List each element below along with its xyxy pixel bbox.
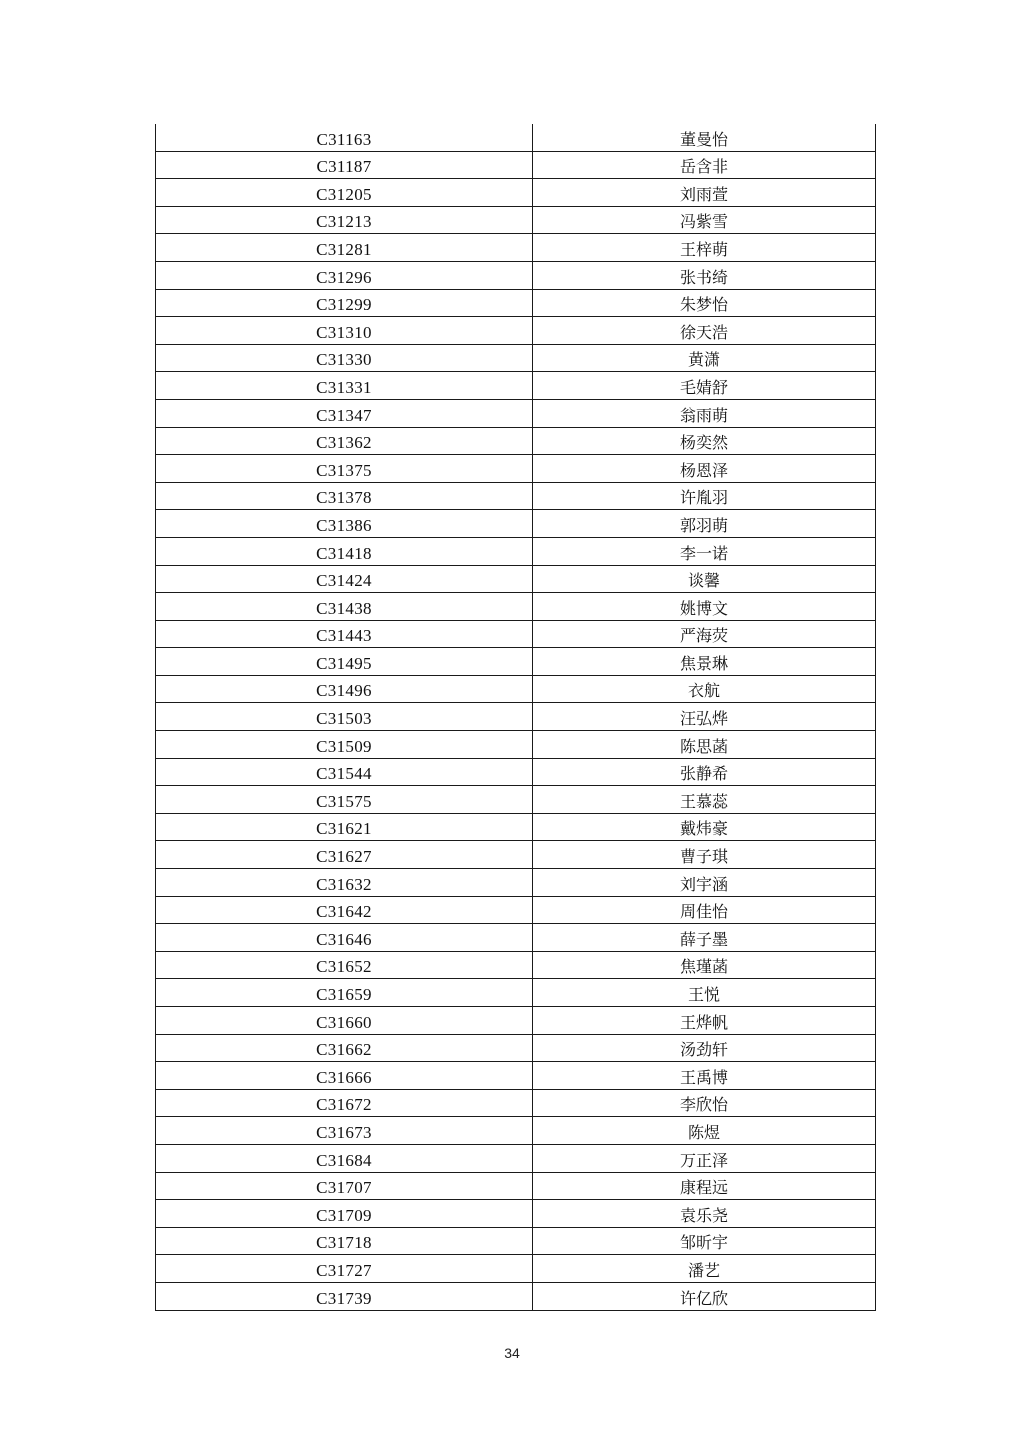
cell-name: 汪弘烨 bbox=[533, 703, 876, 731]
cell-code: C31347 bbox=[156, 399, 533, 427]
cell-code: C31495 bbox=[156, 648, 533, 676]
table-row bbox=[156, 1282, 876, 1310]
table-row bbox=[156, 924, 876, 952]
cell-name: 陈煜 bbox=[533, 1117, 876, 1145]
page-number: 34 bbox=[504, 1345, 520, 1361]
cell-code: C31544 bbox=[156, 758, 533, 786]
cell-code: C31660 bbox=[156, 1007, 533, 1035]
cell-code: C31575 bbox=[156, 786, 533, 814]
cell-name: 李一诺 bbox=[533, 537, 876, 565]
table-row bbox=[156, 1062, 876, 1090]
cell-code: C31362 bbox=[156, 427, 533, 455]
table-row bbox=[156, 427, 876, 455]
cell-name: 张静希 bbox=[533, 758, 876, 786]
table-row bbox=[156, 482, 876, 510]
cell-code: C31642 bbox=[156, 896, 533, 924]
cell-code: C31709 bbox=[156, 1200, 533, 1228]
cell-name: 许亿欣 bbox=[533, 1282, 876, 1310]
cell-code: C31438 bbox=[156, 593, 533, 621]
cell-name: 衣航 bbox=[533, 675, 876, 703]
cell-code: C31659 bbox=[156, 979, 533, 1007]
table-row bbox=[156, 565, 876, 593]
cell-code: C31673 bbox=[156, 1117, 533, 1145]
table-row bbox=[156, 1227, 876, 1255]
cell-name: 董曼怡 bbox=[533, 124, 876, 151]
cell-name: 朱梦怡 bbox=[533, 289, 876, 317]
cell-name: 刘宇涵 bbox=[533, 869, 876, 897]
cell-code: C31739 bbox=[156, 1282, 533, 1310]
table-row bbox=[156, 1172, 876, 1200]
cell-name: 许胤羽 bbox=[533, 482, 876, 510]
cell-code: C31727 bbox=[156, 1255, 533, 1283]
cell-code: C31503 bbox=[156, 703, 533, 731]
cell-name: 姚博文 bbox=[533, 593, 876, 621]
cell-name: 戴炜豪 bbox=[533, 813, 876, 841]
table-row bbox=[156, 399, 876, 427]
table-row bbox=[156, 758, 876, 786]
cell-name: 王禹博 bbox=[533, 1062, 876, 1090]
cell-code: C31281 bbox=[156, 234, 533, 262]
roster-table-container bbox=[155, 124, 875, 1311]
cell-code: C31205 bbox=[156, 179, 533, 207]
cell-name: 焦景琳 bbox=[533, 648, 876, 676]
cell-name: 万正泽 bbox=[533, 1144, 876, 1172]
cell-code: C31299 bbox=[156, 289, 533, 317]
table-row bbox=[156, 1144, 876, 1172]
cell-name: 焦瑾菡 bbox=[533, 951, 876, 979]
table-row bbox=[156, 675, 876, 703]
cell-name: 王梓萌 bbox=[533, 234, 876, 262]
roster-table bbox=[155, 124, 876, 1311]
table-row bbox=[156, 261, 876, 289]
table-row bbox=[156, 1034, 876, 1062]
cell-code: C31684 bbox=[156, 1144, 533, 1172]
table-row bbox=[156, 206, 876, 234]
table-row bbox=[156, 648, 876, 676]
cell-code: C31296 bbox=[156, 261, 533, 289]
cell-code: C31378 bbox=[156, 482, 533, 510]
cell-code: C31666 bbox=[156, 1062, 533, 1090]
cell-name: 徐天浩 bbox=[533, 317, 876, 345]
cell-name: 王慕蕊 bbox=[533, 786, 876, 814]
table-row bbox=[156, 344, 876, 372]
table-row bbox=[156, 979, 876, 1007]
table-row bbox=[156, 151, 876, 179]
cell-code: C31424 bbox=[156, 565, 533, 593]
cell-code: C31310 bbox=[156, 317, 533, 345]
cell-name: 毛婧舒 bbox=[533, 372, 876, 400]
cell-name: 王悦 bbox=[533, 979, 876, 1007]
cell-name: 冯紫雪 bbox=[533, 206, 876, 234]
table-row bbox=[156, 1117, 876, 1145]
cell-name: 潘艺 bbox=[533, 1255, 876, 1283]
table-row bbox=[156, 317, 876, 345]
table-row bbox=[156, 896, 876, 924]
table-row bbox=[156, 786, 876, 814]
cell-code: C31418 bbox=[156, 537, 533, 565]
cell-name: 严海荧 bbox=[533, 620, 876, 648]
cell-code: C31632 bbox=[156, 869, 533, 897]
table-row bbox=[156, 703, 876, 731]
cell-code: C31187 bbox=[156, 151, 533, 179]
cell-name: 黄潇 bbox=[533, 344, 876, 372]
table-row bbox=[156, 841, 876, 869]
cell-code: C31707 bbox=[156, 1172, 533, 1200]
cell-name: 岳含非 bbox=[533, 151, 876, 179]
table-row bbox=[156, 813, 876, 841]
cell-name: 李欣怡 bbox=[533, 1089, 876, 1117]
cell-code: C31213 bbox=[156, 206, 533, 234]
table-row bbox=[156, 537, 876, 565]
cell-name: 张书绮 bbox=[533, 261, 876, 289]
cell-name: 杨恩泽 bbox=[533, 455, 876, 483]
cell-name: 翁雨萌 bbox=[533, 399, 876, 427]
cell-name: 杨奕然 bbox=[533, 427, 876, 455]
cell-code: C31443 bbox=[156, 620, 533, 648]
cell-code: C31386 bbox=[156, 510, 533, 538]
cell-code: C31331 bbox=[156, 372, 533, 400]
roster-table-body bbox=[156, 124, 876, 1310]
cell-code: C31627 bbox=[156, 841, 533, 869]
cell-name: 曹子琪 bbox=[533, 841, 876, 869]
table-row bbox=[156, 1007, 876, 1035]
cell-code: C31718 bbox=[156, 1227, 533, 1255]
table-row bbox=[156, 372, 876, 400]
cell-name: 康程远 bbox=[533, 1172, 876, 1200]
cell-name: 汤劲轩 bbox=[533, 1034, 876, 1062]
table-row bbox=[156, 124, 876, 151]
table-row bbox=[156, 951, 876, 979]
table-row bbox=[156, 455, 876, 483]
table-row bbox=[156, 620, 876, 648]
table-row bbox=[156, 510, 876, 538]
table-row bbox=[156, 1089, 876, 1117]
table-row bbox=[156, 593, 876, 621]
cell-name: 邹昕宇 bbox=[533, 1227, 876, 1255]
cell-code: C31375 bbox=[156, 455, 533, 483]
cell-name: 袁乐尧 bbox=[533, 1200, 876, 1228]
cell-code: C31662 bbox=[156, 1034, 533, 1062]
table-row bbox=[156, 1255, 876, 1283]
table-row bbox=[156, 179, 876, 207]
cell-name: 陈思菡 bbox=[533, 731, 876, 759]
cell-name: 谈馨 bbox=[533, 565, 876, 593]
cell-name: 王烨帆 bbox=[533, 1007, 876, 1035]
cell-code: C31496 bbox=[156, 675, 533, 703]
cell-code: C31672 bbox=[156, 1089, 533, 1117]
cell-code: C31652 bbox=[156, 951, 533, 979]
table-row bbox=[156, 1200, 876, 1228]
cell-name: 刘雨萱 bbox=[533, 179, 876, 207]
cell-name: 周佳怡 bbox=[533, 896, 876, 924]
cell-code: C31509 bbox=[156, 731, 533, 759]
cell-name: 郭羽萌 bbox=[533, 510, 876, 538]
table-row bbox=[156, 869, 876, 897]
table-row bbox=[156, 289, 876, 317]
table-row bbox=[156, 234, 876, 262]
cell-code: C31163 bbox=[156, 124, 533, 151]
cell-code: C31330 bbox=[156, 344, 533, 372]
cell-name: 薛子墨 bbox=[533, 924, 876, 952]
table-row bbox=[156, 731, 876, 759]
cell-code: C31621 bbox=[156, 813, 533, 841]
cell-code: C31646 bbox=[156, 924, 533, 952]
